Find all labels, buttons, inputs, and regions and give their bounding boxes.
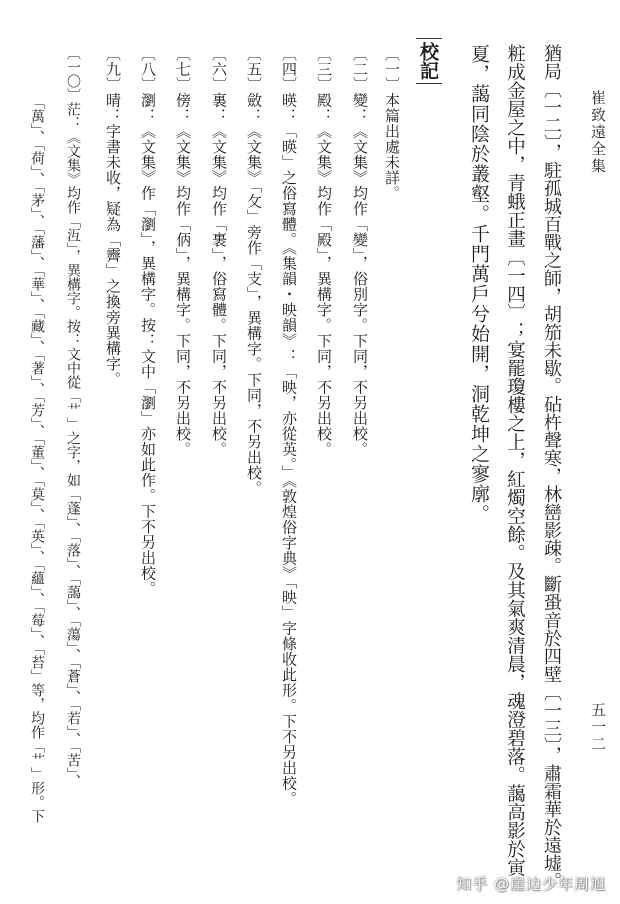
section-heading-text: 校記 [417, 42, 439, 80]
running-head-title: 崔致遠全集 [589, 90, 607, 175]
note-10: 〔一〇〕茫：《文集》均作「沍」，異構字。按：文中從「艹」之字，如「蓬」、「落」、「藹」、「蕩」、「蒼」、「若」、「苦」、 [65, 46, 81, 788]
note-9: 〔九〕晴：字書未收，疑為「霽」之換旁異構字。 [104, 46, 122, 387]
note-1: 〔一〕本篇出處未詳。 [383, 46, 401, 201]
main-text-column-1: 猶局〔一二〕，駐孤城百戰之師，胡笳未歇。砧杵聲寒，林巒影疎。斷蛩音於四壁〔一三〕，肅霜華於遠墟。 [541, 44, 562, 890]
note-6: 〔六〕裏：《文集》均作「裹」，俗寫體。下同，不另出校。 [210, 46, 228, 457]
main-text-column-3: 夏，藹同陰於叢壑。千門萬戶兮始開，洞乾坤之寥廓。 [468, 44, 490, 524]
main-text-column-2: 粧成金屋之中，青蛾正畫〔一四〕；宴罷瓊樓之上，紅燭空餘。及其氣爽清晨，魂澄碧落。藹高影於寅 [504, 44, 526, 877]
note-7: 〔七〕傍：《文集》均作「㑂」，異構字。下同，不另出校。 [174, 46, 192, 457]
section-heading [416, 38, 442, 84]
note-3: 〔三〕殿：《文集》均作「殿」，異構字。下同，不另出校。 [315, 46, 333, 457]
note-4: 〔四〕暎：「暎」之俗寫體。《集韻・映韻》：「映，亦從英。」《敦煌俗字典》「映」字條收此形。下不另出校。 [280, 46, 298, 807]
page-number: 五一二 [589, 702, 607, 753]
note-5: 〔五〕斂：《文集》「攵」旁作「支」，異構字。下同，不另出校。 [245, 46, 263, 496]
note-8: 〔八〕瀏：《文集》作「瀏」，異構字。按：文中「瀏」亦如此作。下不另出校。 [139, 46, 157, 597]
note-10-continued: 「萬」、「荷」、「茅」、「藩」、「華」、「藏」、「著」、「芳」、「董」、「莫」、「英」、「蘊」、「莓」、「苔」等，均作「艹」形。下 [29, 95, 45, 823]
note-2: 〔二〕變：《文集》均作「變」，俗別字。下同，不另出校。 [351, 46, 369, 457]
watermark: 知乎 @崖边少年周旭 [456, 875, 606, 893]
